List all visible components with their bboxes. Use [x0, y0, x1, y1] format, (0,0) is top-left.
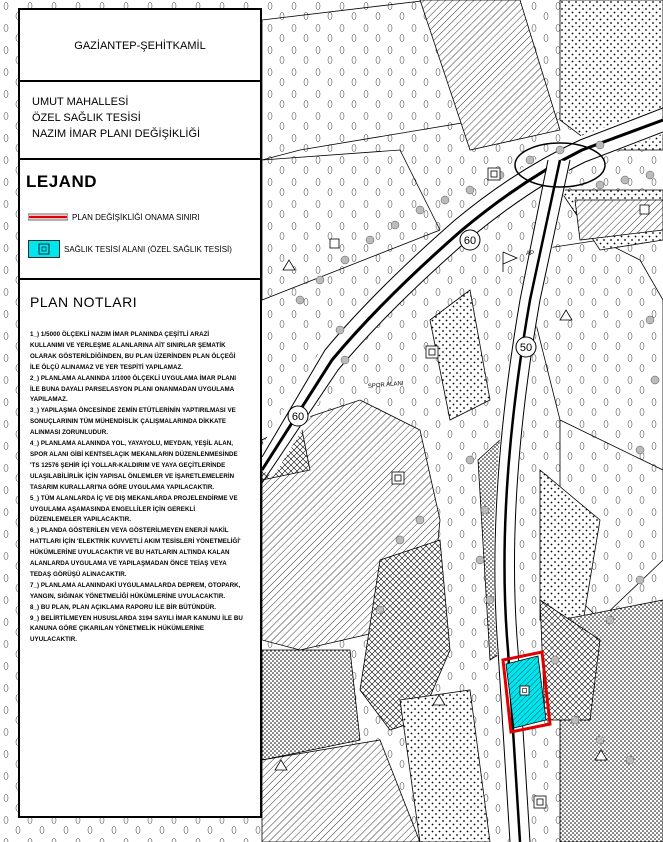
legend-label: PLAN DEĞİŞİKLİĞİ ONAMA SINIRI — [72, 212, 200, 222]
speed-label: 50 — [519, 342, 533, 354]
plan-note: 3_) YAPILAŞMA ÖNCESİNDE ZEMİN ETÜTLERİNİN YAPTIRILMASI VE SONUÇLARININ TÜM MÜHENDİSLİK ÇALIŞMALARINDA DİKKATE ALINMASI ZORUNLUDUR. — [30, 407, 236, 437]
plan-note: 8_) BU PLAN, PLAN AÇIKLAMA RAPORU İLE BİR BÜTÜNDÜR. — [30, 603, 216, 611]
legend-section — [20, 160, 260, 280]
plan-note: 2_) PLANLAMA ALANINDA 1/1000 ÖLÇEKLİ UYGULAMA İMAR PLANI İLE BUNA DAYALI PARSELASYON PLANI ONANMADAN UYGULAMA YAPILAMAZ. — [30, 374, 237, 404]
city-title: GAZİANTEP-ŞEHİTKAMİL — [74, 40, 206, 52]
plan-note: 9_) BELİRTİLMEYEN HUSUSLARDA 3194 SAYILI İMAR KANUNU İLE BU KANUNA GÖRE ÇIKARILAN YÖNETMELİK HÜKÜMLERİNE UYULACAKTIR. — [30, 614, 243, 644]
red-boundary-line-icon — [28, 212, 68, 222]
plan-note: 6_) PLANDA GÖSTERİLEN VEYA GÖSTERİLMEYEN ENERJİ NAKİL HATTLARI İÇİN 'ELEKTRİK KUVVETLİ AKIM TESİSLERİ YÖNETMELİĞİ' HÜKÜMLERİNE UYULACAKTIR VE BU HATLARIN ALTINDA KALAN ALANLARDA UYGULAMA VE YAPILAŞMADAN ÖNCE TEİAŞ VEYA TEDAŞ GÖRÜŞÜ ALINACAKTIR. — [30, 527, 241, 578]
legend-item-health — [28, 240, 232, 258]
plan-note: 5_) TÜM ALANLARDA İÇ VE DIŞ MEKANLARDA PROJELENDİRME VE UYGULAMA AŞAMASINDA ENGELLİLER İÇİN GEREKLİ DÜZENLEMELER YAPILACAKTIR. — [30, 494, 238, 524]
plan-title-line: ÖZEL SAĞLIK TESİSİ — [32, 112, 141, 124]
speed-label: 60 — [463, 235, 477, 247]
plan-title-line: UMUT MAHALLESİ — [32, 96, 129, 108]
legend-label: SAĞLIK TESİSİ ALANI (ÖZEL SAĞLIK TESİSİ) — [64, 244, 232, 254]
legend-title: LEJAND — [26, 172, 98, 191]
plan-note: 1_) 1/5000 ÖLÇEKLİ NAZIM İMAR PLANINDA ÇEŞİTLİ ARAZİ KULLANIMI VE YERLEŞME ALANLARINA AİT SINIRLAR ŞEMATİK OLARAK GÖSTERİLDİĞİNDEN, BU PLAN ÜZERİNDEN PLAN ÖLÇEĞİ İLE ÖLÇÜ ALINAMAZ VE YER TESPİTİ YAPILAMAZ. — [30, 331, 236, 371]
plan-note: 4_) PLANLAMA ALANINDA YOL, YAYAYOLU, MEYDAN, YEŞİL ALAN, SPOR ALANI GİBİ KENTSELAÇIK MEKANLARIN DÜZENLENMESİNDE 'TS 12576 ŞEHİR İÇİ YOLLAR-KALDIRIM VE YAYA GEÇİTLERİNDE ULAŞILABİLİRLİK İÇİN YAPISAL ÖNLEMLER VE İŞARETLEMELERİN TASARIM KURALLARI'NA GÖRE UYGULAMA YAPILACAKTIR. — [30, 440, 238, 491]
plan-title-line: NAZIM İMAR PLANI DEĞİŞİKLİĞİ — [32, 128, 201, 140]
plan-notes-title: PLAN NOTLARI — [30, 294, 138, 310]
city-section — [20, 10, 260, 82]
plan-title-section — [20, 82, 260, 160]
health-facility-icon — [28, 240, 60, 258]
legend-item-boundary — [28, 212, 200, 222]
title-panel — [18, 8, 262, 818]
place-label: AP — [526, 251, 535, 257]
place-label: SPOR ALANI — [367, 380, 404, 390]
speed-label: 60 — [291, 411, 305, 423]
plan-note: 7_) PLANLAMA ALANINDAKİ UYGULAMALARDA DEPREM, OTOPARK, YANGIN, SIĞINAK YÖNETMELİĞİ HÜKÜMLERİNE UYULACAKTIR. — [30, 581, 241, 600]
